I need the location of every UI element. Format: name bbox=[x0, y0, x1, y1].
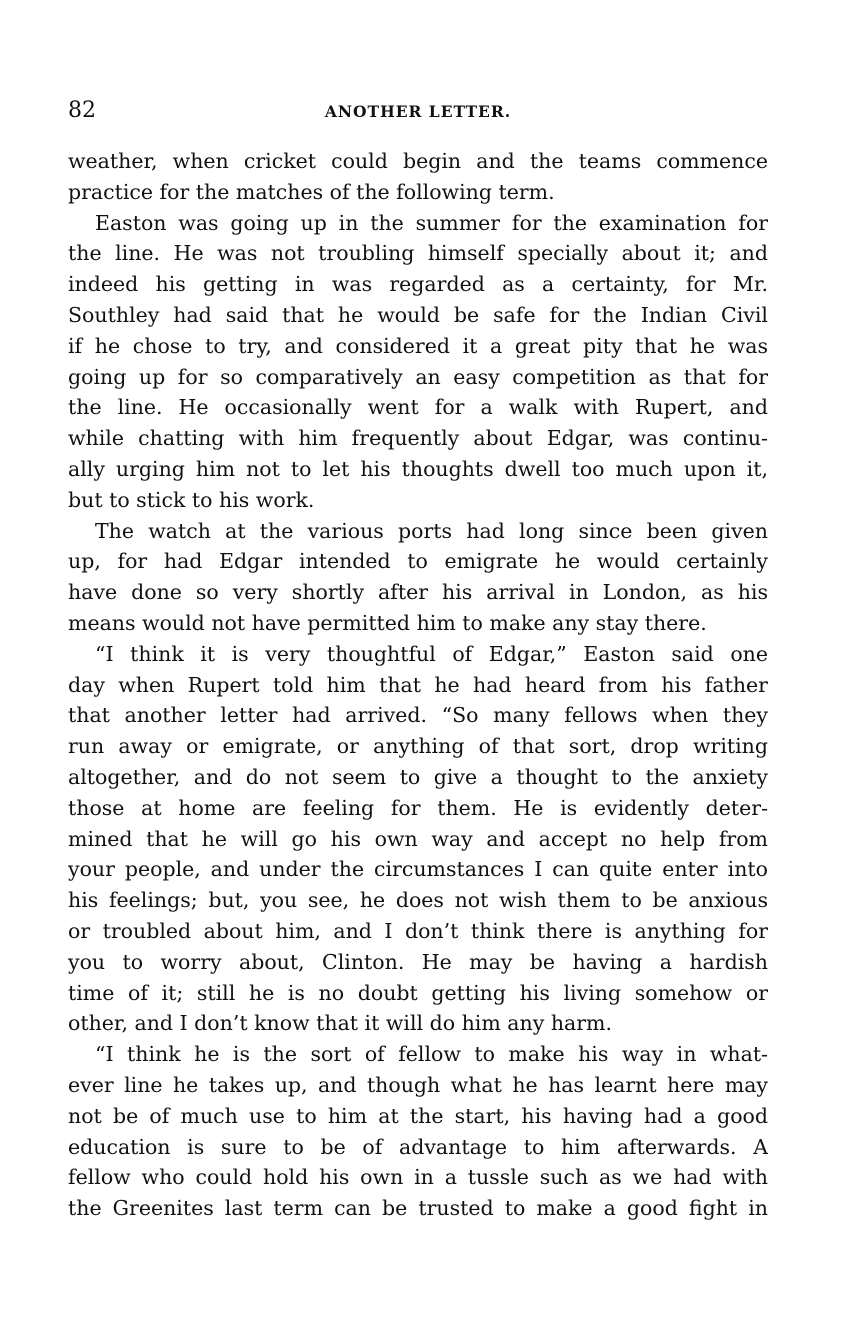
text-line: but to stick to his work. bbox=[68, 487, 315, 512]
text-line: weather, when cricket could begin and the teams commence bbox=[68, 149, 768, 173]
text-line: other, and I don’t know that it will do him any harm. bbox=[68, 1011, 613, 1036]
text-line: means would not have permitted him to make any stay there. bbox=[68, 610, 707, 635]
text-line: “I think it is very thoughtful of Edgar,” Easton said one bbox=[95, 641, 768, 666]
text-line: going up for so comparatively an easy competition as that for bbox=[68, 364, 768, 389]
text-line: indeed his getting in was regarded as a certainty, for Mr. bbox=[68, 272, 768, 297]
text-line: those at home are feeling for them. He is evidently deter- bbox=[68, 795, 768, 820]
text-line: practice for the matches of the following term. bbox=[68, 179, 555, 204]
text-line: have done so very shortly after his arrival in London, as his bbox=[68, 580, 768, 605]
text-line: you to worry about, Clinton. He may be having a hardish bbox=[68, 949, 768, 974]
text-line: day when Rupert told him that he had heard from his father bbox=[68, 672, 768, 697]
text-line: Easton was going up in the summer for the examination for bbox=[95, 210, 768, 235]
text-line: the line. He was not troubling himself specially about it; and bbox=[68, 241, 768, 266]
text-line: the line. He occasionally went for a walk with Rupert, and bbox=[68, 395, 768, 420]
text-line: his feelings; but, you see, he does not wish them to be anxious bbox=[68, 888, 768, 913]
text-line: time of it; still he is no doubt getting his living somehow or bbox=[68, 980, 768, 1005]
text-line: or troubled about him, and I don’t think there is anything for bbox=[68, 918, 768, 943]
text-line: your people, and under the circumstances I can quite enter into bbox=[68, 857, 768, 882]
text-line: altogether, and do not seem to give a thought to the anxiety bbox=[68, 764, 768, 789]
text-line: education is sure to be of advantage to him afterwards. A bbox=[68, 1134, 768, 1159]
text-line: that another letter had arrived. “So many fellows when they bbox=[68, 703, 768, 728]
text-line: fellow who could hold his own in a tussle such as we had with bbox=[68, 1165, 768, 1190]
text-line: if he chose to try, and considered it a great pity that he was bbox=[68, 333, 768, 358]
text-line: run away or emigrate, or anything of that sort, drop writing bbox=[68, 734, 768, 759]
text-line: while chatting with him frequently about Edgar, was continu- bbox=[68, 426, 768, 451]
text-line: Southley had said that he would be safe for the Indian Civil bbox=[68, 302, 768, 327]
text-line: ever line he takes up, and though what he has learnt here may bbox=[68, 1072, 768, 1097]
page-header bbox=[68, 96, 768, 126]
text-line: the Greenites last term can be trusted to make a good fight in bbox=[68, 1196, 768, 1221]
running-title: ANOTHER LETTER. bbox=[324, 102, 512, 121]
body-text bbox=[68, 146, 768, 1224]
text-line: “I think he is the sort of fellow to make his way in what- bbox=[95, 1042, 768, 1067]
text-line: not be of much use to him at the start, his having had a good bbox=[68, 1103, 768, 1128]
text-line: mined that he will go his own way and accept no help from bbox=[68, 826, 768, 851]
text-line: up, for had Edgar intended to emigrate he would certainly bbox=[68, 549, 768, 574]
text-line: The watch at the various ports had long since been given bbox=[95, 518, 768, 543]
page-number: 82 bbox=[68, 98, 96, 123]
text-line: ally urging him not to let his thoughts dwell too much upon it, bbox=[68, 456, 768, 481]
